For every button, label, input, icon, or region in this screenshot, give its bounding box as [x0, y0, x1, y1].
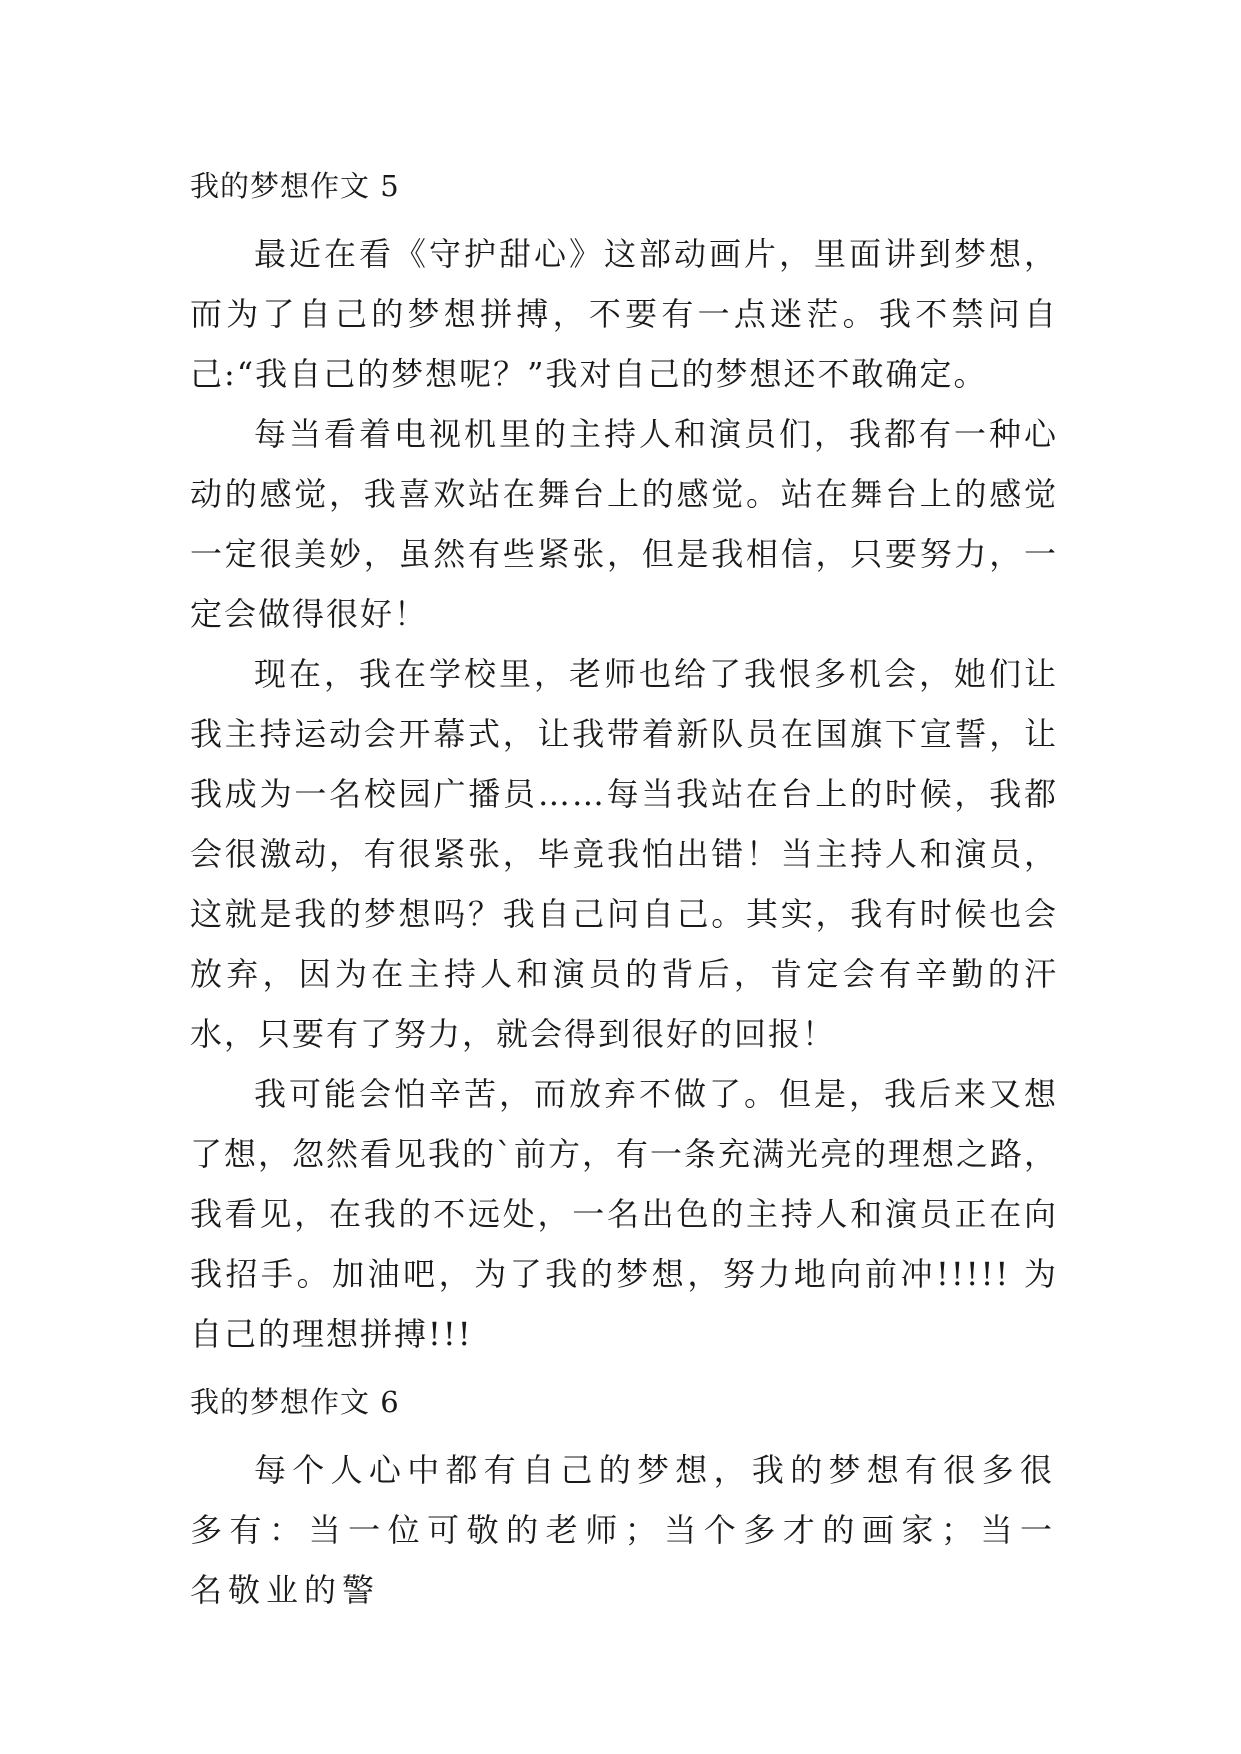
article-6-paragraph-1: 每个人心中都有自己的梦想，我的梦想有很多很多有：当一位可敬的老师；当个多才的画家；当一名敬业的警	[190, 1451, 1058, 1609]
article-6-heading: 我的梦想作文 6	[190, 1385, 400, 1419]
article-5-heading: 我的梦想作文 5	[190, 169, 400, 203]
article-5	[190, 166, 1058, 1364]
article-5-paragraph-4: 我可能会怕辛苦，而放弃不做了。但是，我后来又想了想，忽然看见我的`前方，有一条充满光亮的理想之路，我看见，在我的不远处，一名出色的主持人和演员正在向我招手。加油吧，为了我的梦想，努力地向前冲!!!!! 为自己的理想拼搏!!!	[190, 1075, 1059, 1353]
article-6	[190, 1382, 1058, 1620]
article-5-paragraph-2: 每当看着电视机里的主持人和演员们，我都有一种心动的感觉，我喜欢站在舞台上的感觉。站在舞台上的感觉一定很美妙，虽然有些紧张，但是我相信，只要努力，一定会做得很好！	[190, 415, 1058, 633]
article-5-paragraph-3: 现在，我在学校里，老师也给了我恨多机会，她们让我主持运动会开幕式，让我带着新队员在国旗下宣誓，让我成为一名校园广播员……每当我站在台上的时候，我都会很激动，有很紧张，毕竟我怕出错！当主持人和演员，这就是我的梦想吗？我自己问自己。其实，我有时候也会放弃，因为在主持人和演员的背后，肯定会有辛勤的汗水，只要有了努力，就会得到很好的回报！	[190, 655, 1058, 1053]
article-5-paragraph-1: 最近在看《守护甜心》这部动画片，里面讲到梦想，而为了自己的梦想拼搏，不要有一点迷茫。我不禁问自己:“我自己的梦想呢？”我对自己的梦想还不敢确定。	[190, 235, 1058, 393]
